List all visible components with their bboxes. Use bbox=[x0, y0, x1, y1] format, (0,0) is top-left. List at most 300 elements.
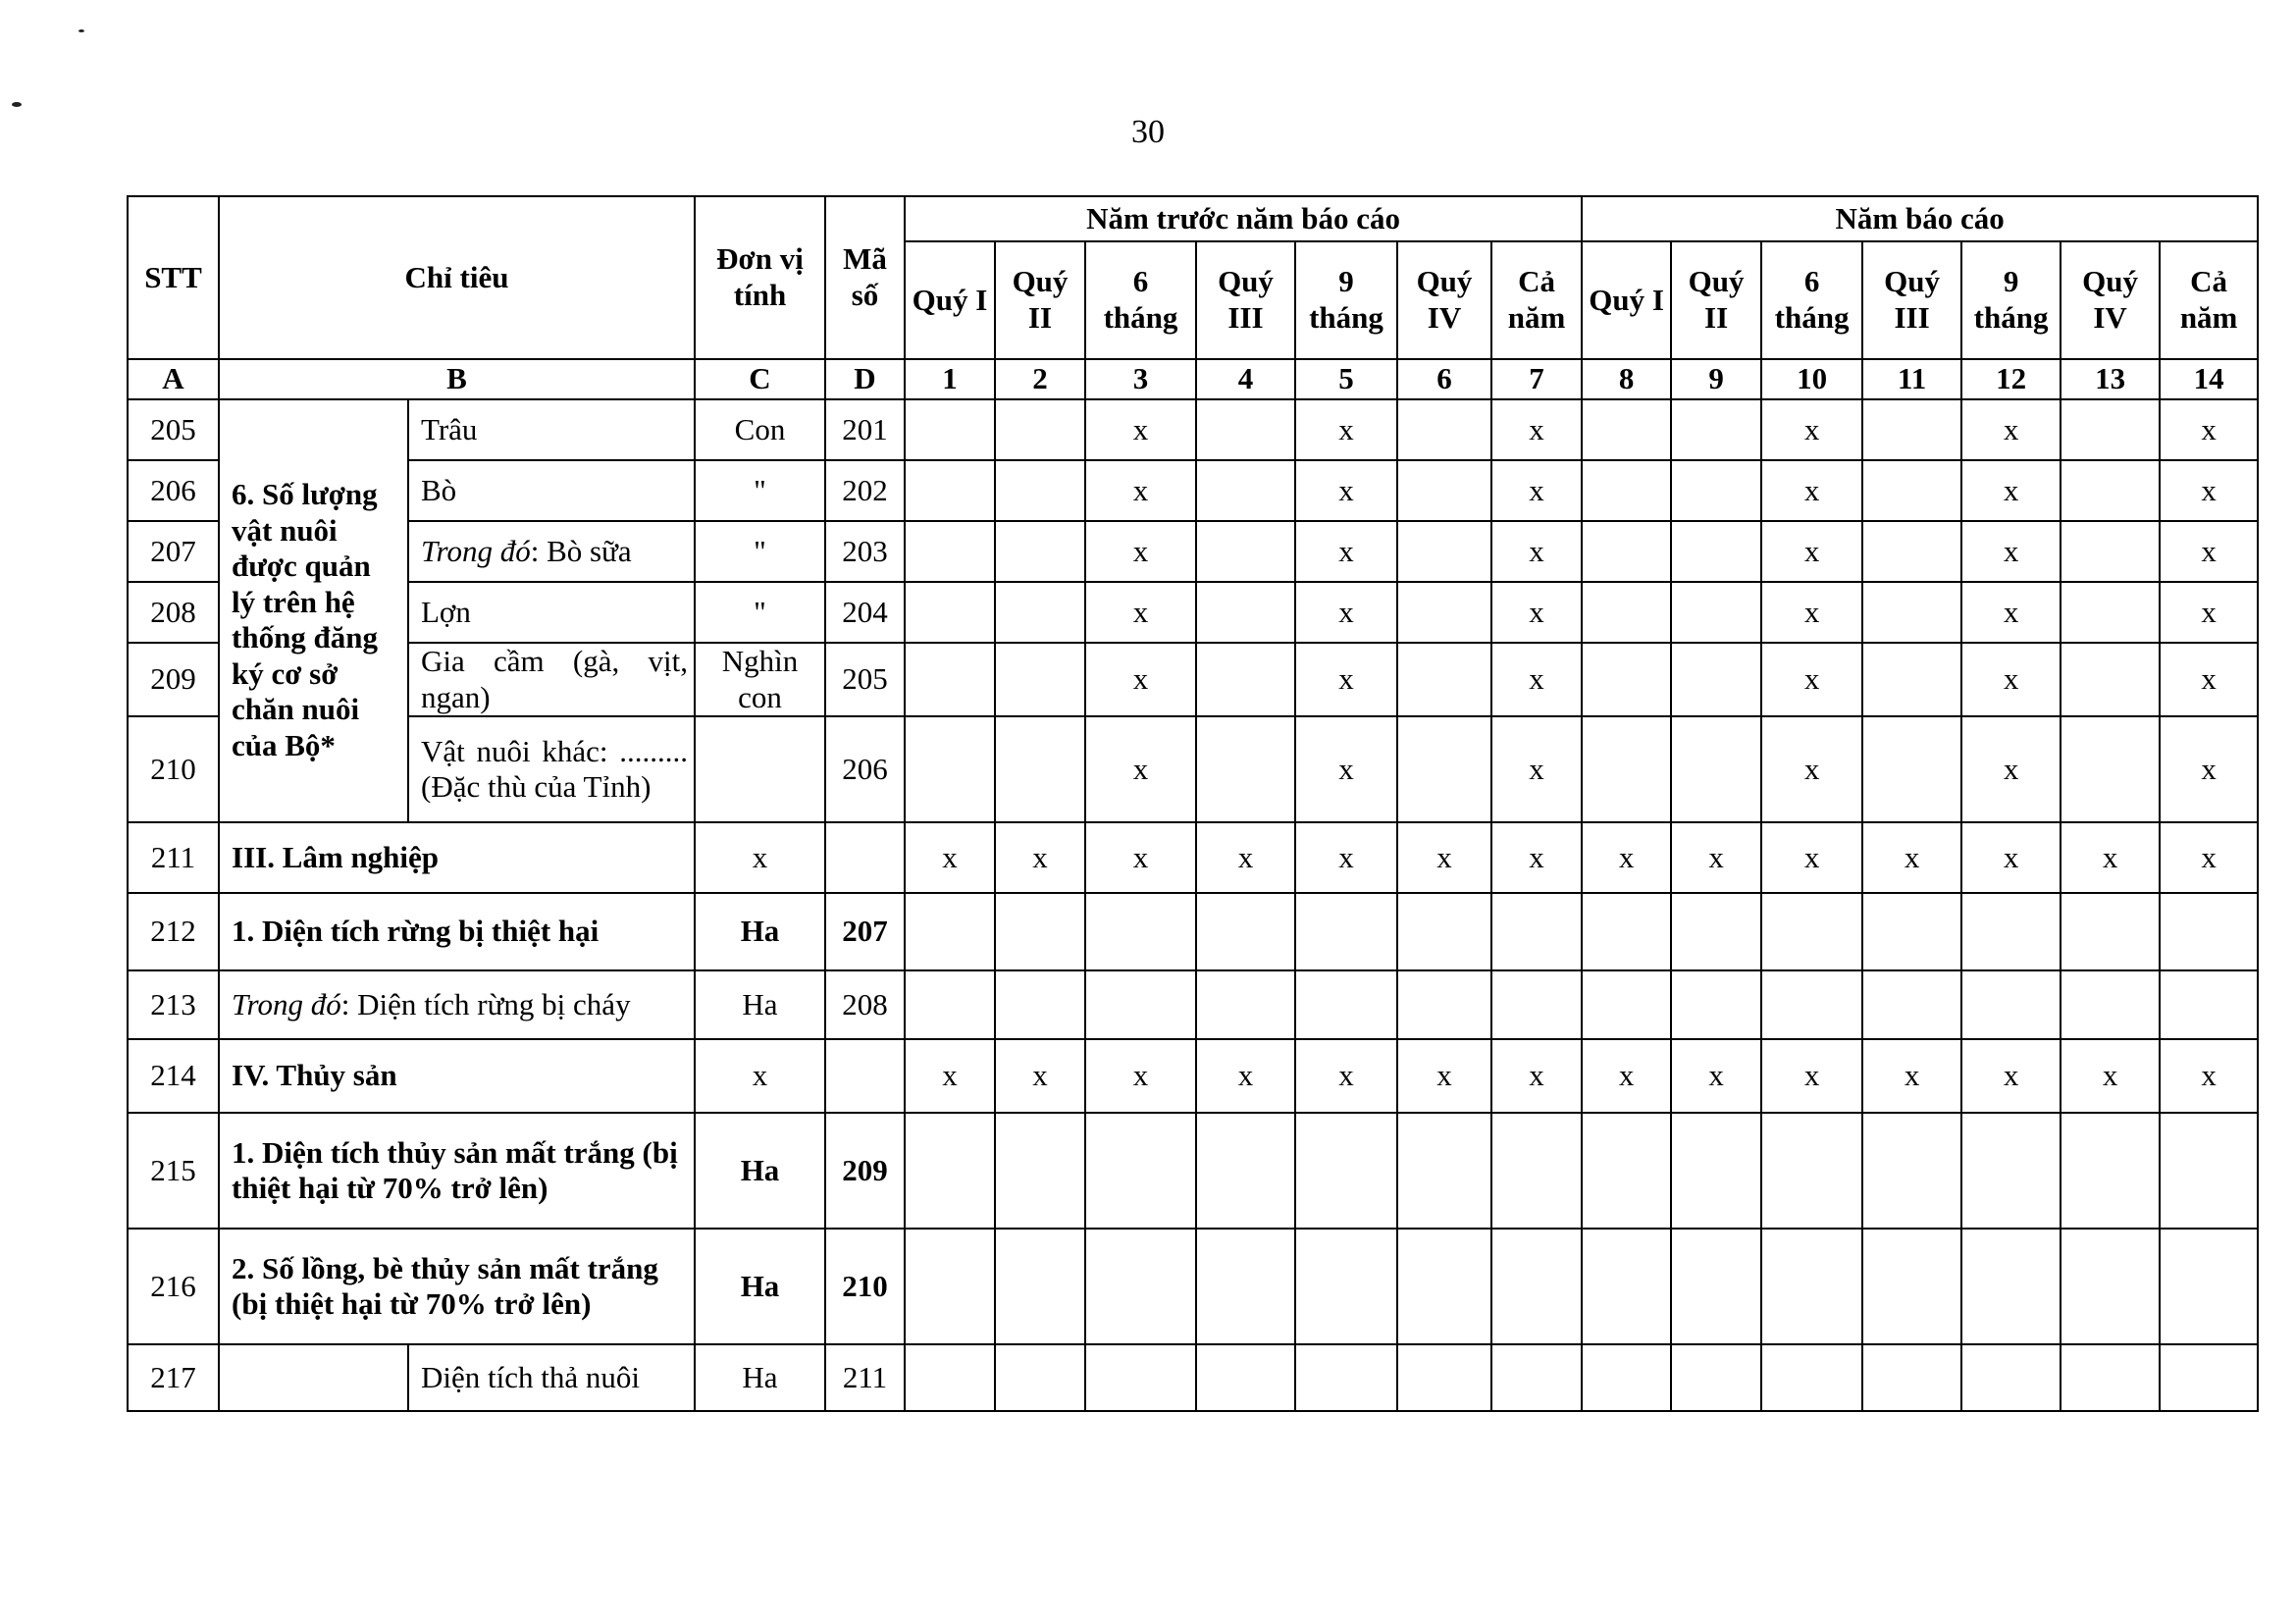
row-label bbox=[219, 1039, 695, 1113]
data-cell: x bbox=[1085, 399, 1196, 460]
header-period: Quý I bbox=[905, 241, 995, 359]
data-cell: x bbox=[1862, 822, 1961, 893]
row-label bbox=[408, 399, 695, 460]
label-text: 1. Diện tích thủy sản mất trắng (bị thiệt hại từ 70% trở lên) bbox=[232, 1134, 678, 1206]
data-cell bbox=[1196, 521, 1295, 582]
row-label bbox=[408, 521, 695, 582]
data-cell bbox=[1196, 1344, 1295, 1411]
data-cell bbox=[1582, 970, 1671, 1039]
data-cell: x bbox=[2160, 582, 2258, 643]
data-cell: x bbox=[905, 1039, 995, 1113]
data-cell: x bbox=[2160, 716, 2258, 822]
data-cell bbox=[995, 893, 1085, 970]
data-cell: x bbox=[1961, 521, 2061, 582]
data-cell bbox=[1961, 1113, 2061, 1229]
data-cell bbox=[1397, 1229, 1491, 1344]
data-cell bbox=[2061, 582, 2160, 643]
data-cell bbox=[1295, 970, 1397, 1039]
data-cell: x bbox=[1295, 1039, 1397, 1113]
data-cell bbox=[2160, 1229, 2258, 1344]
column-number: 3 bbox=[1085, 359, 1196, 399]
row-stt: 213 bbox=[128, 970, 219, 1039]
data-cell bbox=[995, 460, 1085, 521]
data-cell bbox=[1862, 1344, 1961, 1411]
row-code: 204 bbox=[825, 582, 905, 643]
label-text: Gia cầm (gà, vịt, ngan) bbox=[421, 644, 688, 714]
data-cell: x bbox=[1671, 1039, 1761, 1113]
header-row-1 bbox=[128, 196, 2258, 241]
data-cell bbox=[1671, 893, 1761, 970]
row-code: 209 bbox=[825, 1113, 905, 1229]
data-cell: x bbox=[1761, 460, 1862, 521]
data-cell: x bbox=[1862, 1039, 1961, 1113]
data-cell bbox=[1582, 521, 1671, 582]
data-cell bbox=[995, 521, 1085, 582]
header-period: Cả năm bbox=[2160, 241, 2258, 359]
row-stt: 212 bbox=[128, 893, 219, 970]
data-cell bbox=[1397, 399, 1491, 460]
row-code bbox=[825, 1039, 905, 1113]
data-cell bbox=[905, 1344, 995, 1411]
statistics-table bbox=[127, 195, 2259, 1412]
data-cell: x bbox=[905, 822, 995, 893]
data-cell: x bbox=[1491, 399, 1582, 460]
data-cell bbox=[1196, 893, 1295, 970]
row-code bbox=[825, 822, 905, 893]
data-cell bbox=[1491, 1229, 1582, 1344]
data-cell bbox=[2061, 1229, 2160, 1344]
column-number: 8 bbox=[1582, 359, 1671, 399]
table-row bbox=[128, 521, 2258, 582]
data-cell bbox=[1491, 1113, 1582, 1229]
column-letter: D bbox=[825, 359, 905, 399]
data-cell bbox=[1761, 1344, 1862, 1411]
data-cell: x bbox=[1761, 582, 1862, 643]
table-row bbox=[128, 460, 2258, 521]
data-cell bbox=[2160, 893, 2258, 970]
header-period: 9 tháng bbox=[1295, 241, 1397, 359]
row-label bbox=[408, 643, 695, 716]
data-cell bbox=[1295, 1344, 1397, 1411]
data-cell bbox=[905, 521, 995, 582]
row-code: 201 bbox=[825, 399, 905, 460]
header-period: 9 tháng bbox=[1961, 241, 2061, 359]
data-cell bbox=[1196, 643, 1295, 716]
data-cell bbox=[1397, 970, 1491, 1039]
data-cell: x bbox=[1491, 582, 1582, 643]
data-cell bbox=[1582, 460, 1671, 521]
row-stt: 206 bbox=[128, 460, 219, 521]
data-cell: x bbox=[1671, 822, 1761, 893]
group-label-empty bbox=[219, 1344, 408, 1411]
row-unit: " bbox=[695, 582, 825, 643]
label-prefix: Trong đó bbox=[421, 533, 531, 568]
row-unit: x bbox=[695, 1039, 825, 1113]
header-don-vi: Đơn vị tính bbox=[695, 196, 825, 359]
data-cell bbox=[1671, 582, 1761, 643]
label-text: : Diện tích rừng bị cháy bbox=[340, 986, 631, 1021]
label-text: Vật nuôi khác: ......... (Đặc thù của Tỉnh) bbox=[421, 733, 688, 805]
label-text: : Bò sữa bbox=[530, 533, 632, 568]
data-cell bbox=[1295, 1113, 1397, 1229]
header-period: Quý III bbox=[1196, 241, 1295, 359]
data-cell bbox=[1397, 521, 1491, 582]
data-cell: x bbox=[1761, 716, 1862, 822]
data-cell bbox=[1196, 970, 1295, 1039]
column-letter: B bbox=[219, 359, 695, 399]
column-number: 1 bbox=[905, 359, 995, 399]
data-cell bbox=[905, 460, 995, 521]
data-cell bbox=[2061, 399, 2160, 460]
column-number: 11 bbox=[1862, 359, 1961, 399]
scan-speck bbox=[12, 102, 22, 107]
label-text: 2. Số lồng, bè thủy sản mất trắng (bị thiệt hại từ 70% trở lên) bbox=[232, 1250, 658, 1322]
data-cell bbox=[995, 716, 1085, 822]
data-cell: x bbox=[1491, 1039, 1582, 1113]
data-cell bbox=[995, 1344, 1085, 1411]
data-cell: x bbox=[1397, 822, 1491, 893]
row-label bbox=[408, 460, 695, 521]
row-code: 207 bbox=[825, 893, 905, 970]
row-stt: 215 bbox=[128, 1113, 219, 1229]
table-row bbox=[128, 970, 2258, 1039]
data-cell bbox=[1397, 582, 1491, 643]
data-cell bbox=[2061, 460, 2160, 521]
data-cell bbox=[1085, 1229, 1196, 1344]
data-cell bbox=[1862, 399, 1961, 460]
data-cell: x bbox=[1085, 521, 1196, 582]
data-cell: x bbox=[2061, 822, 2160, 893]
label-text: III. Lâm nghiệp bbox=[232, 839, 440, 874]
data-cell: x bbox=[1295, 460, 1397, 521]
label-prefix: Trong đó bbox=[232, 986, 341, 1021]
data-cell: x bbox=[1196, 1039, 1295, 1113]
header-period: Quý II bbox=[995, 241, 1085, 359]
data-cell bbox=[2061, 1344, 2160, 1411]
header-row-letters bbox=[128, 359, 2258, 399]
column-number: 7 bbox=[1491, 359, 1582, 399]
data-cell bbox=[905, 893, 995, 970]
header-group-report-year: Năm báo cáo bbox=[1582, 196, 2258, 241]
table-row bbox=[128, 1039, 2258, 1113]
data-cell bbox=[1397, 1113, 1491, 1229]
data-cell bbox=[1491, 970, 1582, 1039]
data-cell: x bbox=[1761, 521, 1862, 582]
data-cell bbox=[1196, 1113, 1295, 1229]
data-cell bbox=[905, 1113, 995, 1229]
row-unit: Ha bbox=[695, 1344, 825, 1411]
column-number: 4 bbox=[1196, 359, 1295, 399]
data-cell bbox=[1961, 1229, 2061, 1344]
data-cell: x bbox=[1761, 399, 1862, 460]
data-cell: x bbox=[2160, 460, 2258, 521]
data-cell: x bbox=[1085, 643, 1196, 716]
data-cell bbox=[2160, 1113, 2258, 1229]
column-number: 10 bbox=[1761, 359, 1862, 399]
row-unit: Con bbox=[695, 399, 825, 460]
data-cell bbox=[1671, 521, 1761, 582]
data-cell: x bbox=[1961, 716, 2061, 822]
data-cell bbox=[1761, 970, 1862, 1039]
data-cell bbox=[1491, 893, 1582, 970]
data-cell: x bbox=[2160, 521, 2258, 582]
row-code: 211 bbox=[825, 1344, 905, 1411]
data-cell bbox=[905, 970, 995, 1039]
data-cell: x bbox=[1085, 716, 1196, 822]
data-cell: x bbox=[1961, 1039, 2061, 1113]
data-cell bbox=[1196, 582, 1295, 643]
data-cell: x bbox=[1295, 399, 1397, 460]
data-cell bbox=[2160, 1344, 2258, 1411]
table-row bbox=[128, 1113, 2258, 1229]
row-stt: 207 bbox=[128, 521, 219, 582]
data-cell: x bbox=[1761, 643, 1862, 716]
row-unit: " bbox=[695, 521, 825, 582]
data-cell: x bbox=[1961, 399, 2061, 460]
data-cell bbox=[1671, 970, 1761, 1039]
header-period: Quý IV bbox=[2061, 241, 2160, 359]
data-cell bbox=[1671, 399, 1761, 460]
data-cell: x bbox=[1085, 1039, 1196, 1113]
data-cell bbox=[2061, 970, 2160, 1039]
row-stt: 211 bbox=[128, 822, 219, 893]
data-cell bbox=[1085, 1113, 1196, 1229]
data-cell: x bbox=[1397, 1039, 1491, 1113]
row-stt: 205 bbox=[128, 399, 219, 460]
data-cell: x bbox=[2061, 1039, 2160, 1113]
data-cell: x bbox=[1295, 643, 1397, 716]
row-unit bbox=[695, 716, 825, 822]
data-cell bbox=[1397, 1344, 1491, 1411]
data-cell bbox=[1862, 643, 1961, 716]
label-text: Trâu bbox=[421, 411, 478, 446]
row-unit: Ha bbox=[695, 1229, 825, 1344]
data-cell bbox=[1582, 399, 1671, 460]
row-unit: Ha bbox=[695, 970, 825, 1039]
data-cell: x bbox=[2160, 399, 2258, 460]
data-cell bbox=[1582, 582, 1671, 643]
data-cell bbox=[2061, 643, 2160, 716]
table-row bbox=[128, 716, 2258, 822]
data-cell bbox=[995, 399, 1085, 460]
data-cell bbox=[995, 582, 1085, 643]
data-cell bbox=[905, 643, 995, 716]
data-cell: x bbox=[1961, 643, 2061, 716]
data-cell bbox=[1862, 582, 1961, 643]
data-cell bbox=[1582, 1113, 1671, 1229]
data-cell bbox=[1085, 1344, 1196, 1411]
page-number: 30 bbox=[1131, 114, 1165, 150]
data-cell bbox=[995, 970, 1085, 1039]
data-cell bbox=[1295, 893, 1397, 970]
data-cell bbox=[905, 1229, 995, 1344]
header-period: 6 tháng bbox=[1085, 241, 1196, 359]
row-code: 210 bbox=[825, 1229, 905, 1344]
data-cell: x bbox=[1196, 822, 1295, 893]
row-code: 203 bbox=[825, 521, 905, 582]
row-stt: 217 bbox=[128, 1344, 219, 1411]
header-period: Quý III bbox=[1862, 241, 1961, 359]
header-period: Quý I bbox=[1582, 241, 1671, 359]
data-cell bbox=[1671, 643, 1761, 716]
data-cell bbox=[1761, 1113, 1862, 1229]
column-number: 12 bbox=[1961, 359, 2061, 399]
data-cell: x bbox=[2160, 643, 2258, 716]
data-cell: x bbox=[995, 822, 1085, 893]
row-label bbox=[219, 1113, 695, 1229]
row-label bbox=[219, 893, 695, 970]
header-chi-tieu: Chỉ tiêu bbox=[219, 196, 695, 359]
data-cell: x bbox=[1491, 460, 1582, 521]
data-cell bbox=[1862, 460, 1961, 521]
table-row bbox=[128, 643, 2258, 716]
table-body bbox=[128, 399, 2258, 1411]
data-cell: x bbox=[1085, 582, 1196, 643]
row-stt: 214 bbox=[128, 1039, 219, 1113]
table-row bbox=[128, 822, 2258, 893]
label-text: Bò bbox=[421, 472, 457, 507]
data-cell bbox=[905, 582, 995, 643]
row-code: 208 bbox=[825, 970, 905, 1039]
header-group-previous-year: Năm trước năm báo cáo bbox=[905, 196, 1582, 241]
data-cell bbox=[2061, 521, 2160, 582]
column-number: 5 bbox=[1295, 359, 1397, 399]
data-cell bbox=[1862, 1229, 1961, 1344]
data-cell: x bbox=[995, 1039, 1085, 1113]
data-cell bbox=[1862, 521, 1961, 582]
data-cell: x bbox=[1961, 460, 2061, 521]
data-cell: x bbox=[2160, 822, 2258, 893]
row-stt: 210 bbox=[128, 716, 219, 822]
data-cell bbox=[1671, 1113, 1761, 1229]
row-unit: x bbox=[695, 822, 825, 893]
column-number: 13 bbox=[2061, 359, 2160, 399]
data-cell: x bbox=[1961, 582, 2061, 643]
data-cell bbox=[1582, 1229, 1671, 1344]
group-label: 6. Số lượng vật nuôi được quản lý trên hệ thống đăng ký cơ sở chăn nuôi của Bộ* bbox=[219, 399, 408, 822]
data-cell bbox=[1961, 1344, 2061, 1411]
data-cell bbox=[1862, 970, 1961, 1039]
data-cell bbox=[1671, 716, 1761, 822]
scan-speck bbox=[78, 29, 84, 32]
data-cell: x bbox=[1761, 1039, 1862, 1113]
header-period: Cả năm bbox=[1491, 241, 1582, 359]
data-cell bbox=[905, 716, 995, 822]
data-cell bbox=[1196, 1229, 1295, 1344]
data-cell bbox=[2160, 970, 2258, 1039]
data-cell bbox=[2061, 716, 2160, 822]
data-cell bbox=[1397, 893, 1491, 970]
data-cell bbox=[1582, 893, 1671, 970]
data-cell bbox=[1491, 1344, 1582, 1411]
data-cell bbox=[2061, 1113, 2160, 1229]
column-letter: A bbox=[128, 359, 219, 399]
data-cell: x bbox=[2160, 1039, 2258, 1113]
data-cell: x bbox=[1582, 1039, 1671, 1113]
row-unit: Ha bbox=[695, 1113, 825, 1229]
header-ma-so: Mã số bbox=[825, 196, 905, 359]
data-cell bbox=[1196, 716, 1295, 822]
row-stt: 208 bbox=[128, 582, 219, 643]
data-cell: x bbox=[1295, 521, 1397, 582]
data-cell bbox=[1671, 1229, 1761, 1344]
header-period: 6 tháng bbox=[1761, 241, 1862, 359]
data-cell bbox=[1397, 460, 1491, 521]
data-cell bbox=[1397, 716, 1491, 822]
label-text: Lợn bbox=[421, 594, 471, 629]
table-row bbox=[128, 893, 2258, 970]
data-cell bbox=[1961, 893, 2061, 970]
table-row bbox=[128, 1229, 2258, 1344]
column-letter: C bbox=[695, 359, 825, 399]
data-cell: x bbox=[1295, 822, 1397, 893]
data-cell bbox=[1295, 1229, 1397, 1344]
header-period: Quý II bbox=[1671, 241, 1761, 359]
data-cell bbox=[995, 1113, 1085, 1229]
column-number: 14 bbox=[2160, 359, 2258, 399]
data-cell: x bbox=[1085, 822, 1196, 893]
data-cell: x bbox=[1491, 716, 1582, 822]
data-cell bbox=[995, 1229, 1085, 1344]
row-code: 205 bbox=[825, 643, 905, 716]
row-stt: 209 bbox=[128, 643, 219, 716]
data-cell bbox=[1196, 399, 1295, 460]
data-cell bbox=[1671, 1344, 1761, 1411]
column-number: 6 bbox=[1397, 359, 1491, 399]
row-unit: Nghìn con bbox=[695, 643, 825, 716]
data-cell bbox=[1196, 460, 1295, 521]
data-cell bbox=[1582, 716, 1671, 822]
data-cell: x bbox=[1582, 822, 1671, 893]
data-cell: x bbox=[1491, 822, 1582, 893]
row-label bbox=[408, 716, 695, 822]
header-period: Quý IV bbox=[1397, 241, 1491, 359]
data-cell bbox=[1582, 643, 1671, 716]
label-text: Diện tích thả nuôi bbox=[421, 1359, 640, 1394]
data-cell bbox=[1761, 1229, 1862, 1344]
row-code: 202 bbox=[825, 460, 905, 521]
data-cell: x bbox=[1961, 822, 2061, 893]
data-cell bbox=[2061, 893, 2160, 970]
row-label bbox=[408, 1344, 695, 1411]
label-text: IV. Thủy sản bbox=[232, 1058, 397, 1093]
row-label bbox=[408, 582, 695, 643]
row-label bbox=[219, 1229, 695, 1344]
row-code: 206 bbox=[825, 716, 905, 822]
label-text: 1. Diện tích rừng bị thiệt hại bbox=[232, 914, 600, 949]
row-stt: 216 bbox=[128, 1229, 219, 1344]
table-row bbox=[128, 1344, 2258, 1411]
data-cell: x bbox=[1085, 460, 1196, 521]
header-stt: STT bbox=[128, 196, 219, 359]
data-cell: x bbox=[1491, 643, 1582, 716]
table-row bbox=[128, 582, 2258, 643]
column-number: 2 bbox=[995, 359, 1085, 399]
data-cell: x bbox=[1761, 822, 1862, 893]
data-cell: x bbox=[1491, 521, 1582, 582]
data-cell bbox=[1397, 643, 1491, 716]
column-number: 9 bbox=[1671, 359, 1761, 399]
data-cell bbox=[1085, 970, 1196, 1039]
data-cell bbox=[1862, 1113, 1961, 1229]
data-cell bbox=[905, 399, 995, 460]
row-unit: " bbox=[695, 460, 825, 521]
data-cell bbox=[1761, 893, 1862, 970]
data-cell bbox=[1085, 893, 1196, 970]
row-label bbox=[219, 822, 695, 893]
data-cell bbox=[995, 643, 1085, 716]
data-cell: x bbox=[1295, 582, 1397, 643]
